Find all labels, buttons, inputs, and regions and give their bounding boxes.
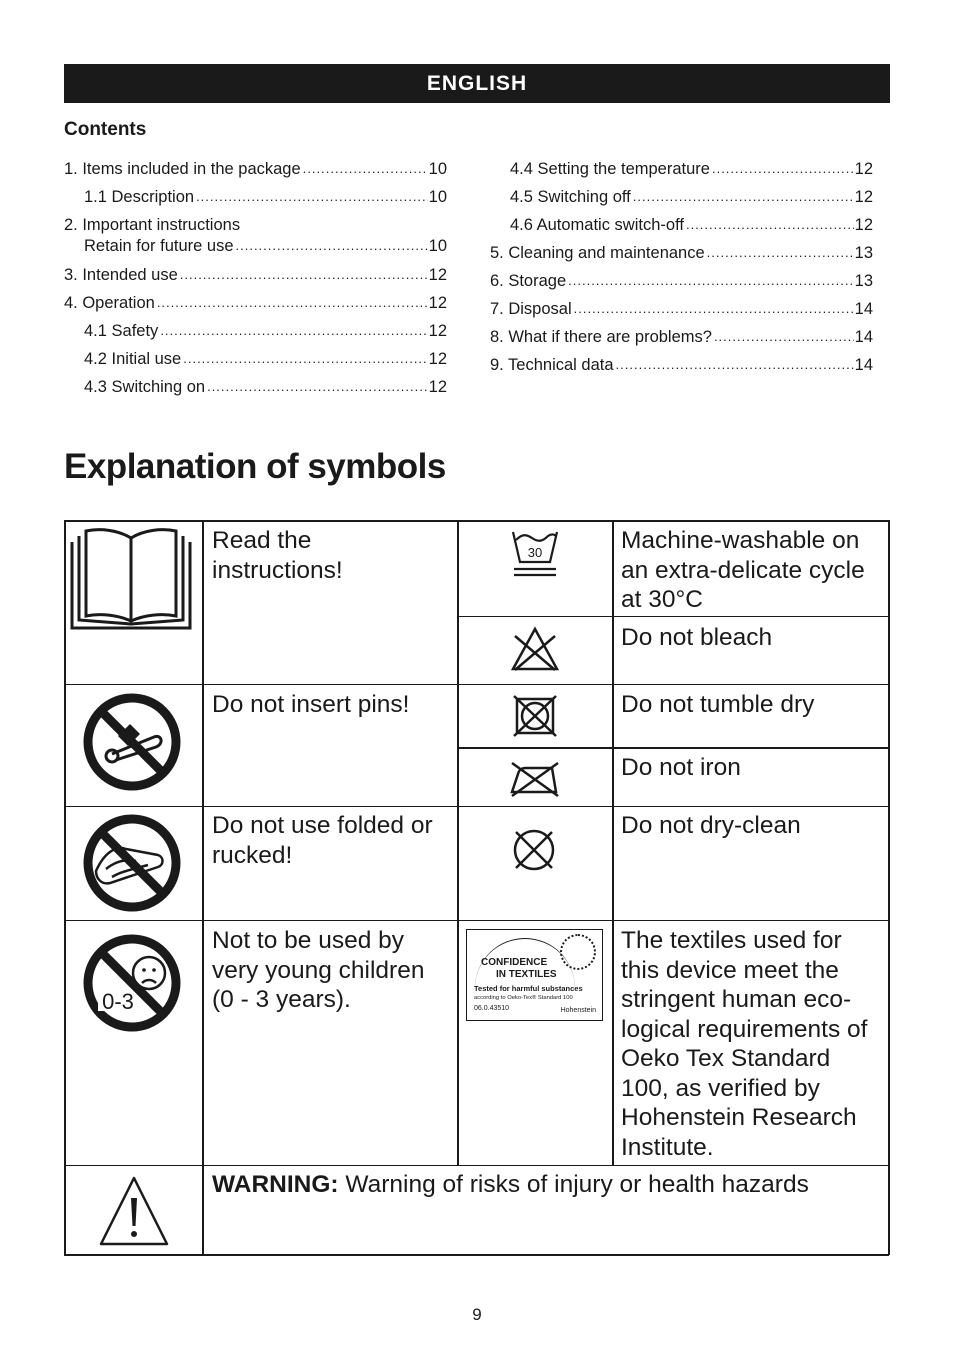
page-number: 9 xyxy=(472,1305,482,1324)
label-number: 06.0.43510 xyxy=(474,1005,510,1012)
toc-entry[interactable]: 4.3 Switching on ..... 12 xyxy=(84,376,447,398)
table-divider xyxy=(202,520,204,1255)
symbol-description: Machine-washable on an extra-delicate cycle at 30°C xyxy=(621,527,865,613)
table-border-left xyxy=(64,520,66,1255)
table-divider xyxy=(457,747,889,749)
table-border-right xyxy=(888,520,890,1255)
no-tumble-dry-icon xyxy=(512,694,558,738)
toc-entry[interactable]: Retain for future use ..... 10 xyxy=(84,235,447,257)
label-line4: according to Oeko-Tex® Standard 100 xyxy=(474,995,573,1001)
toc-entry[interactable]: 9. Technical data ..... 14 xyxy=(490,354,873,376)
no-pins-icon xyxy=(82,692,182,792)
label-line3: Tested for harmful substances xyxy=(474,984,583,993)
toc-entry-heading: 2. Important instructions xyxy=(64,216,241,234)
oeko-tex-label-icon xyxy=(466,929,603,1021)
no-bleach-icon xyxy=(510,626,560,672)
toc-entry[interactable]: 4.4 Setting the temperature ..... 12 xyxy=(510,158,873,180)
flower-emblem-icon xyxy=(560,934,596,970)
symbol-description: Do not use folded or rucked! xyxy=(212,812,433,869)
table-border-bottom xyxy=(64,1254,889,1256)
toc-entry[interactable]: 3. Intended use ..... 12 xyxy=(64,264,447,286)
section-heading: Explanation of symbols xyxy=(64,447,446,486)
symbol-description: Do not bleach xyxy=(621,624,773,651)
symbol-description: Read the instructions! xyxy=(212,527,343,584)
toc-entry[interactable]: 6. Storage ..... 13 xyxy=(490,270,873,292)
symbol-description: Do not iron xyxy=(621,754,741,781)
symbol-description: Do not insert pins! xyxy=(212,691,410,718)
toc-entry[interactable]: 1.1 Description ..... 10 xyxy=(84,186,447,208)
symbol-description: Do not tumble dry xyxy=(621,691,815,718)
toc-entry[interactable]: 4.1 Safety ..... 12 xyxy=(84,320,447,342)
toc-entry[interactable]: 4.2 Initial use ..... 12 xyxy=(84,348,447,370)
label-institute: Hohenstein xyxy=(560,1007,596,1014)
symbol-description: The textiles used for this device meet the stringent human eco-logical requirements of Oeko Tex Standard 100, as verified by Hohenstein Research Institute. xyxy=(621,927,868,1161)
no-children-icon xyxy=(82,933,182,1033)
no-dry-clean-icon xyxy=(510,827,558,873)
toc-entry[interactable]: 4.5 Switching off ..... 12 xyxy=(510,186,873,208)
warning-label: WARNING: xyxy=(212,1171,339,1198)
wash-30-icon xyxy=(510,528,560,578)
table-divider xyxy=(64,1165,889,1166)
table-divider xyxy=(64,684,889,685)
table-border-top xyxy=(64,520,889,522)
toc-entry[interactable]: 5. Cleaning and maintenance ..... 13 xyxy=(490,242,873,264)
warning-text xyxy=(212,1170,882,1200)
symbol-description: Do not dry-clean xyxy=(621,812,801,839)
toc-entry[interactable]: 7. Disposal ..... 14 xyxy=(490,298,873,320)
no-folded-icon xyxy=(82,813,182,913)
toc-entry[interactable]: 8. What if there are problems? ..... 14 xyxy=(490,326,873,348)
symbol-description: Not to be used by very young children (0 - 3 years). xyxy=(212,927,425,1013)
label-line2: IN TEXTILES xyxy=(496,969,557,980)
toc-entry[interactable]: 1. Items included in the package ..... 10 xyxy=(64,158,447,180)
no-iron-icon xyxy=(508,760,562,798)
label-line1: CONFIDENCE xyxy=(481,957,548,968)
wash-temperature-label: 30 xyxy=(527,545,543,560)
contents-title: Contents xyxy=(64,119,147,140)
table-divider xyxy=(457,616,889,617)
table-divider xyxy=(64,806,889,807)
language-banner: ENGLISH xyxy=(64,64,890,103)
age-range-label: 0-3 xyxy=(102,989,134,1014)
table-divider xyxy=(64,920,889,921)
warning-description: Warning of risks of injury or health hazards xyxy=(338,1171,809,1198)
book-icon xyxy=(70,528,192,632)
toc-entry[interactable]: 4.6 Automatic switch-off ..... 12 xyxy=(510,214,873,236)
warning-icon xyxy=(98,1174,170,1248)
toc-entry[interactable]: 4. Operation ..... 12 xyxy=(64,292,447,314)
